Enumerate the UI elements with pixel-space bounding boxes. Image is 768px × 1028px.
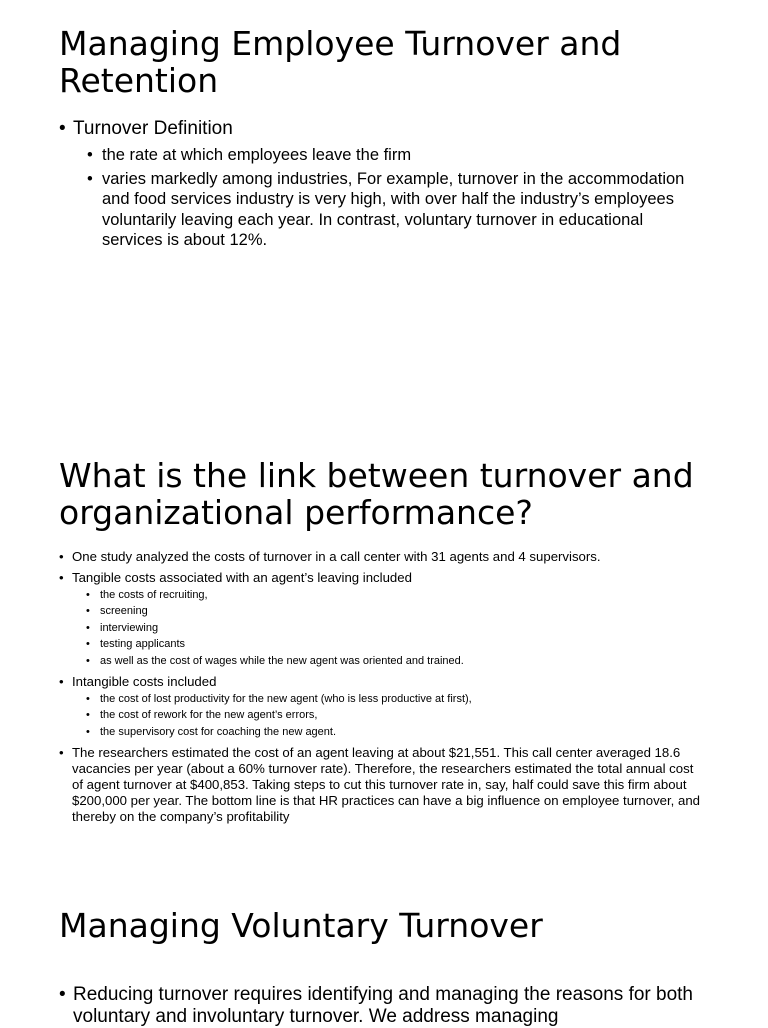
slide-title: What is the link between turnover and organizational performance? <box>59 456 694 532</box>
bullet-item <box>59 674 704 740</box>
sub-bullet-item: • interviewing <box>72 620 704 636</box>
slide-title: Managing Employee Turnover and Retention <box>59 24 622 100</box>
sub-bullet-item: • as well as the cost of wages while the new agent was oriented and trained. <box>72 653 704 669</box>
bullet-list <box>59 549 704 830</box>
bullet-text: The researchers estimated the cost of an agent leaving at about $21,551. This call center averaged 18.6 vacancies per year (about a 60% turnover rate). Therefore, the researchers estimated the total annual cost of agent turnover at $400,853. Taking steps to cut this turnover rate in, say, half could save this firm about $200,000 per year. The bottom line is that HR practices can have a big influence on employee turnover, and thereby on the company’s profitability <box>72 745 701 825</box>
bullet-text: Intangible costs included <box>72 674 217 690</box>
slide-turnover-performance-link <box>0 440 768 850</box>
bullet-item <box>59 549 704 565</box>
sub-bullet-list <box>72 587 704 669</box>
bullet-text: Reducing turnover requires identifying and managing the reasons for both voluntary and involuntary turnover. We address managing <box>73 984 693 1027</box>
bullet-text: Turnover Definition <box>73 118 233 139</box>
sub-bullet-list <box>73 145 699 251</box>
sub-bullet-item: • the cost of rework for the new agent’s errors, <box>72 707 704 723</box>
sub-bullet-item: • screening <box>72 603 704 619</box>
bullet-item <box>59 117 699 251</box>
bullet-list <box>59 984 709 1028</box>
sub-bullet-item: • varies markedly among industries, For example, turnover in the accommodation and food services industry is very high, with over half the industry’s employees voluntarily leaving each year. In contrast, voluntary turnover in educational services is about 12%. <box>73 169 699 251</box>
sub-bullet-item: • the rate at which employees leave the firm <box>73 145 699 166</box>
bullet-item <box>59 570 704 669</box>
bullet-item <box>59 984 709 1028</box>
slide-turnover-definition <box>0 0 768 300</box>
slide-managing-voluntary-turnover <box>0 890 768 1027</box>
sub-bullet-item: • the supervisory cost for coaching the new agent. <box>72 724 704 740</box>
slide-title: Managing Voluntary Turnover <box>59 906 543 945</box>
bullet-item <box>59 745 704 825</box>
sub-bullet-item: • the cost of lost productivity for the new agent (who is less productive at first), <box>72 691 704 707</box>
bullet-list <box>59 117 699 254</box>
sub-bullet-item: • the costs of recruiting, <box>72 587 704 603</box>
sub-bullet-list <box>72 691 704 740</box>
bullet-text: Tangible costs associated with an agent’s leaving included <box>72 570 412 585</box>
bullet-text: One study analyzed the costs of turnover in a call center with 31 agents and 4 supervisors. <box>72 549 601 564</box>
sub-bullet-item: • testing applicants <box>72 636 704 652</box>
